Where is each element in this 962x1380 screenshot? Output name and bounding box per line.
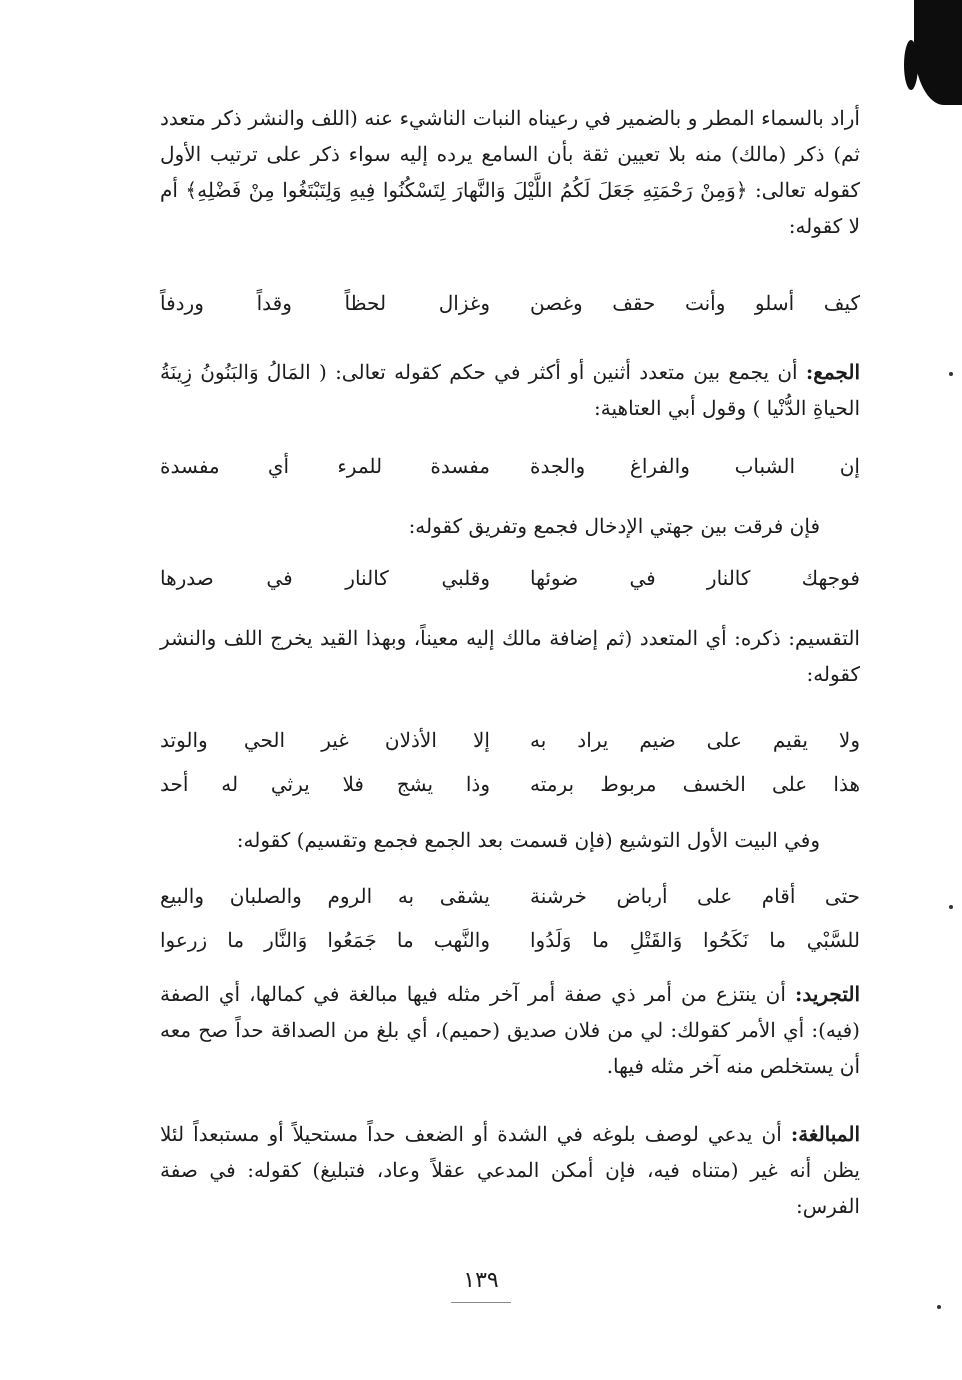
verse-first-hemistich: للسَّبْي ما نَكَحُوا وَالقَتْلِ ما وَلَدُوا [530, 928, 860, 952]
verse-first-hemistich: حتى أقام على أرباض خرشنة [530, 884, 860, 908]
definition-jam: أن يجمع بين متعدد أثنين أو أكثر في حكم كقوله تعالى: ( المَالُ وَالبَنُونُ زِينَةُ الحياةِ الدُّنْيا ) وقول أبي العتاهية: [160, 360, 860, 420]
paragraph-tawshi: وفي البيت الأول التوشيع (فإن قسمت بعد الجمع فجمع وتقسيم) كقوله: [236, 828, 820, 852]
verse-second-hemistich: مفسدة للمرء أي مفسدة [160, 454, 490, 478]
term-jam: الجمع: [805, 360, 860, 384]
verse-second-hemistich: إلا الأذلان غير الحي والوتد [160, 728, 490, 752]
verse-line [160, 722, 860, 758]
verse-line [160, 560, 860, 596]
verse-line [160, 878, 860, 914]
paragraph-tajrid [160, 976, 860, 1084]
verse-second-hemistich: والنَّهب ما جَمَعُوا وَالنَّار ما زرعوا [160, 928, 490, 952]
term-tajrid: التجريد: [794, 982, 861, 1006]
verse-second-hemistich: وذا يشج فلا يرثي له أحد [160, 772, 490, 796]
page-number-underline [451, 1302, 511, 1303]
verse-line [160, 448, 860, 484]
scan-speck [937, 1305, 941, 1309]
verse-first-hemistich: هذا على الخسف مربوط برمته [530, 772, 860, 796]
verse-line [160, 285, 860, 321]
scan-speck [949, 905, 953, 909]
paragraph-jam [160, 354, 860, 426]
verse-line [160, 766, 860, 802]
definition-tajrid: أن ينتزع من أمر ذي صفة أمر آخر مثله فيها مبالغة في كمالها، أي الصفة (فيه): أي الأمر كقولك: لي من فلان صديق (حميم)، أي بلغ من الصداقة حداً صح معه أن يستخلص منه آخر مثله فيها. [160, 982, 860, 1078]
verse-first-hemistich: فوجهك كالنار في ضوئها [530, 566, 860, 590]
verse-first-hemistich: إن الشباب والفراغ والجدة [530, 454, 860, 478]
verse-line [160, 922, 860, 958]
scan-edge-shadow [914, 0, 962, 105]
page-number: ١٣٩ [463, 1268, 499, 1293]
verse-first-hemistich: ولا يقيم على ضيم يراد به [530, 728, 860, 752]
paragraph-jam-tafriq: فإن فرقت بين جهتي الإدخال فجمع وتفريق كقوله: [408, 514, 820, 538]
paragraph-mubalagha [160, 1116, 860, 1224]
verse-second-hemistich: وقلبي كالنار في صدرها [160, 566, 490, 590]
verse-second-hemistich: يشقى به الروم والصلبان والبيع [160, 884, 490, 908]
scan-speck [949, 372, 953, 376]
verse-first-hemistich: كيف أسلو وأنت حقف وغصن [530, 291, 860, 315]
verse-second-hemistich: وغزال لحظاً وقداً وردفاً [160, 291, 490, 315]
paragraph-intro: أراد بالسماء المطر و بالضمير في رعيناه النبات الناشيء عنه (اللف والنشر ذكر متعدد ثم) ذكر (مالك) منه بلا تعيين ثقة بأن السامع يرده إليه سواء ذكر على ترتيب الأول كقوله تعالى: ﴿وَمِنْ رَحْمَتِهِ جَعَلَ لَكُمُ اللَّيْلَ وَالنَّهارَ لِتَسْكُنُوا فِيهِ وَلِتَبْتَغُوا مِنْ فَضْلِهِ﴾ أم لا كقوله: [160, 106, 860, 238]
paragraph-taqsim: التقسيم: ذكره: أي المتعدد (ثم إضافة مالك إليه معيناً، وبهذا القيد يخرج اللف والنشر كقوله: [160, 626, 860, 686]
term-mubalagha: المبالغة: [790, 1122, 861, 1146]
definition-mubalagha: أن يدعي لوصف بلوغه في الشدة أو الضعف حداً مستحيلاً أو مستبعداً لئلا يظن أنه غير (متناه فيه، فإن أمكن المدعي عقلاً وعاد، فتبليغ) كقوله: في صفة الفرس: [160, 1122, 860, 1218]
